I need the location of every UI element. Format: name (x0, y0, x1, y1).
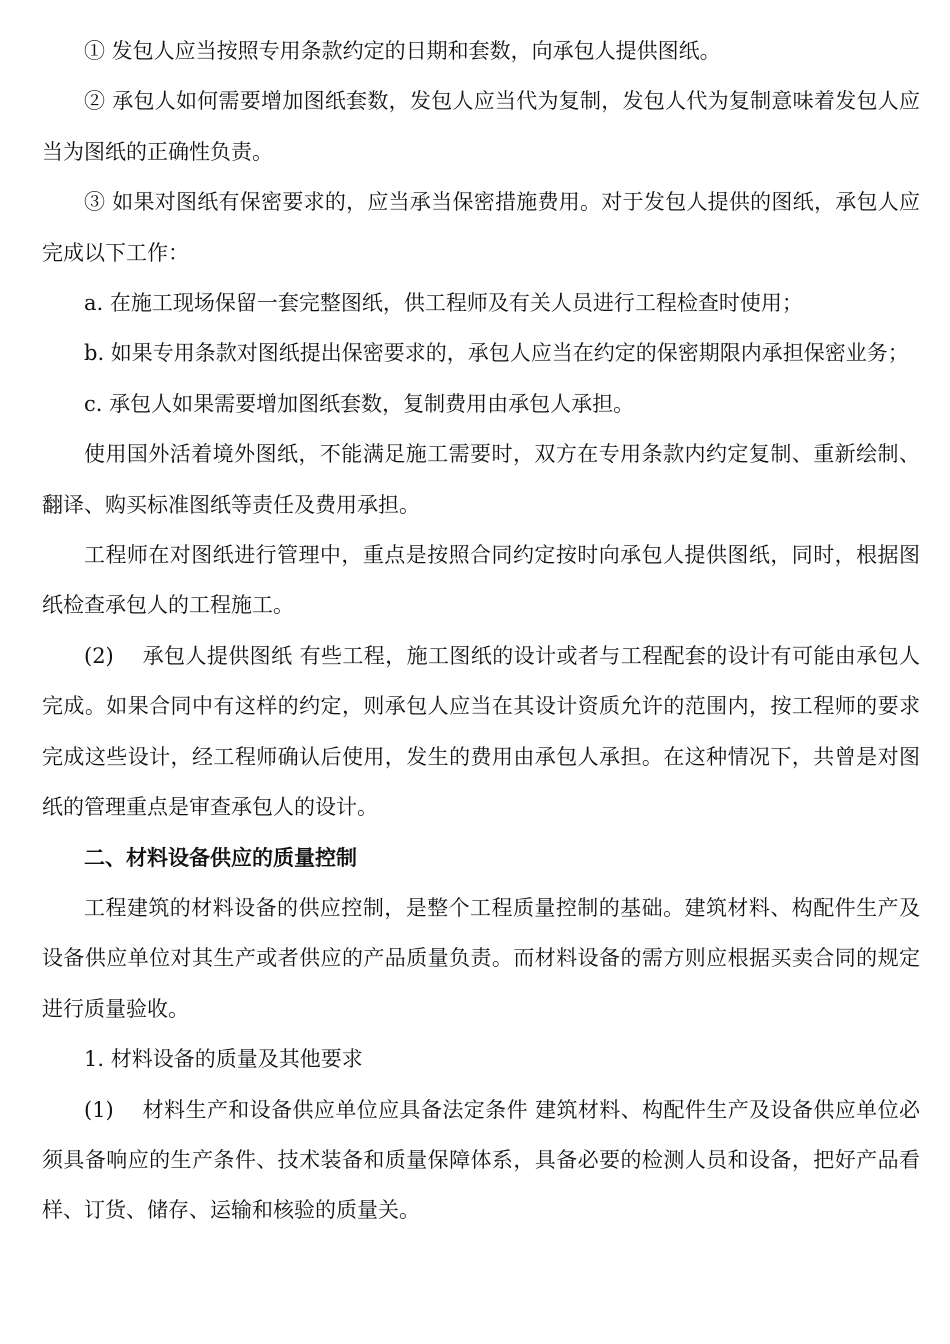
list-item-c: c. 承包人如果需要增加图纸套数，复制费用由承包人承担。 (84, 391, 635, 416)
paragraph-confidentiality: ③ 如果对图纸有保密要求的，应当承当保密措施费用。对于发包人提供的图纸，承包人应完成以下工作： (42, 190, 920, 265)
paragraph-supplier-conditions: (1) 材料生产和设备供应单位应具备法定条件 建筑材料、构配件生产及设备供应单位必须具备响应的生产条件、技术装备和质量保障体系，具备必要的检测人员和设备，把好产品看样、订货、储存、运输和核验的质量关。 (42, 1097, 920, 1223)
paragraph-contractor-drawings: (2) 承包人提供图纸 有些工程，施工图纸的设计或者与工程配套的设计有可能由承包人完成。如果合同中有这样的约定，则承包人应当在其设计资质允许的范围内，按工程师的要求完成这些设计，经工程师确认后使用，发生的费用由承包人承担。在这种情况下，共曾是对图纸的管理重点是审查承包人的设计。 (42, 643, 921, 820)
subheading-quality-requirements: 1. 材料设备的质量及其他要求 (84, 1047, 363, 1072)
paragraph-foreign-drawings: 使用国外活着境外图纸，不能满足施工需要时，双方在专用条款内约定复制、重新绘制、翻译、购买标准图纸等责任及费用承担。 (42, 442, 920, 517)
paragraph-extra-copies: ② 承包人如何需要增加图纸套数，发包人应当代为复制，发包人代为复制意味着发包人应当为图纸的正确性负责。 (42, 89, 920, 164)
paragraph-materials-intro: 工程建筑的材料设备的供应控制，是整个工程质量控制的基础。建筑材料、构配件生产及设备供应单位对其生产或者供应的产品质量负责。而材料设备的需方则应根据买卖合同的规定进行质量验收。 (42, 895, 920, 1021)
section-heading-materials: 二、材料设备供应的质量控制 (84, 845, 357, 870)
list-item-b: b. 如果专用条款对图纸提出保密要求的，承包人应当在约定的保密期限内承担保密业务； (84, 341, 909, 366)
list-item-a: a. 在施工现场保留一套完整图纸，供工程师及有关人员进行工程检查时使用； (84, 291, 803, 316)
document-body (42, 26, 920, 1236)
paragraph-engineer-management: 工程师在对图纸进行管理中，重点是按照合同约定按时向承包人提供图纸，同时，根据图纸检查承包人的工程施工。 (42, 543, 920, 618)
paragraph-drawings-provision: ① 发包人应当按照专用条款约定的日期和套数，向承包人提供图纸。 (84, 39, 721, 63)
